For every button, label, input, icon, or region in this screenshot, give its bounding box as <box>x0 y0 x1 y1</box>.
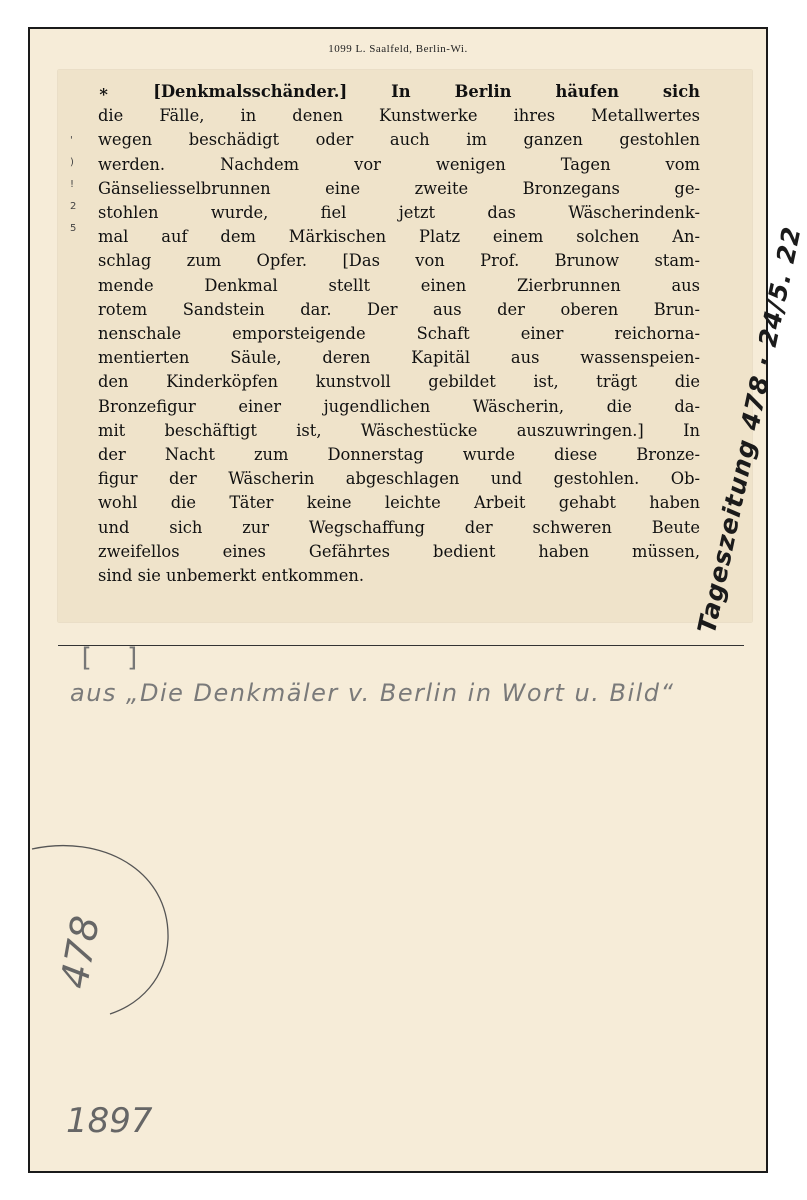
article-line: rotem Sandstein dar. Der aus der oberen Brun- <box>98 299 700 319</box>
margin-mark: ) <box>70 157 74 168</box>
article-line: mentierten Säule, deren Kapitäl aus wassenspeien- <box>98 348 700 368</box>
postcard <box>28 27 807 1173</box>
handwritten-year: 1897 <box>66 1101 153 1141</box>
article-line: wegen beschädigt oder auch im ganzen gestohlen <box>98 130 700 150</box>
article-line: Gänseliesselbrunnen eine zweite Bronzegans ge- <box>98 178 700 198</box>
article-line: den Kinderköpfen kunstvoll gebildet ist, trägt die <box>98 372 700 392</box>
article-line: und sich zur Wegschaffung der schweren Beute <box>98 517 700 537</box>
article-line: figur der Wäscherin abgeschlagen und gestohlen. Ob- <box>98 469 700 489</box>
header-imprint: 1099 L. Saalfeld, Berlin-Wi. <box>328 43 468 55</box>
margin-mark: ' <box>70 135 73 146</box>
article-line: die Fälle, in denen Kunstwerke ihres Metallwertes <box>98 106 700 126</box>
newspaper-clipping <box>58 70 807 637</box>
divider-line <box>58 645 744 646</box>
handwritten-brackets: [ ] <box>78 643 149 673</box>
article-line: nenschale emporsteigende Schaft einer reichorna- <box>98 324 700 344</box>
handwritten-source-note: aus „Die Denkmäler v. Berlin in Wort u. Bild“ <box>70 679 675 707</box>
article-line: der Nacht zum Donnerstag wurde diese Bronze- <box>98 445 700 465</box>
article-line: stohlen wurde, fiel jetzt das Wäscherindenk- <box>98 203 700 223</box>
article-line: wohl die Täter keine leichte Arbeit gehabt haben <box>98 493 700 513</box>
article-line: mal auf dem Märkischen Platz einem solchen An- <box>98 227 700 247</box>
margin-mark: 5 <box>70 223 77 234</box>
article-text <box>98 80 700 588</box>
article-line: schlag zum Opfer. [Das von Prof. Brunow stam- <box>98 251 700 271</box>
margin-mark: ! <box>70 179 75 190</box>
side-handwritten-annotation: Tageszeitung 478 · 24/5. 22 <box>692 223 807 637</box>
article-line: Bronzefigur einer jugendlichen Wäscherin, die da- <box>98 396 700 416</box>
clipping-margin-marks <box>70 130 80 240</box>
article-line: werden. Nachdem vor wenigen Tagen vom <box>98 154 700 174</box>
margin-mark: 2 <box>70 201 77 212</box>
article-line: sind sie unbemerkt entkommen. <box>98 566 364 586</box>
article-line: ∗ [Denkmalsschänder.] In Berlin häufen sich <box>98 82 700 101</box>
article-line: mit beschäftigt ist, Wäschestücke auszuwringen.] In <box>98 420 700 440</box>
handwritten-reference-number: 478 <box>52 912 108 992</box>
article-line: zweifellos eines Gefährtes bedient haben müssen, <box>98 541 700 561</box>
article-line: mende Denkmal stellt einen Zierbrunnen aus <box>98 275 700 295</box>
